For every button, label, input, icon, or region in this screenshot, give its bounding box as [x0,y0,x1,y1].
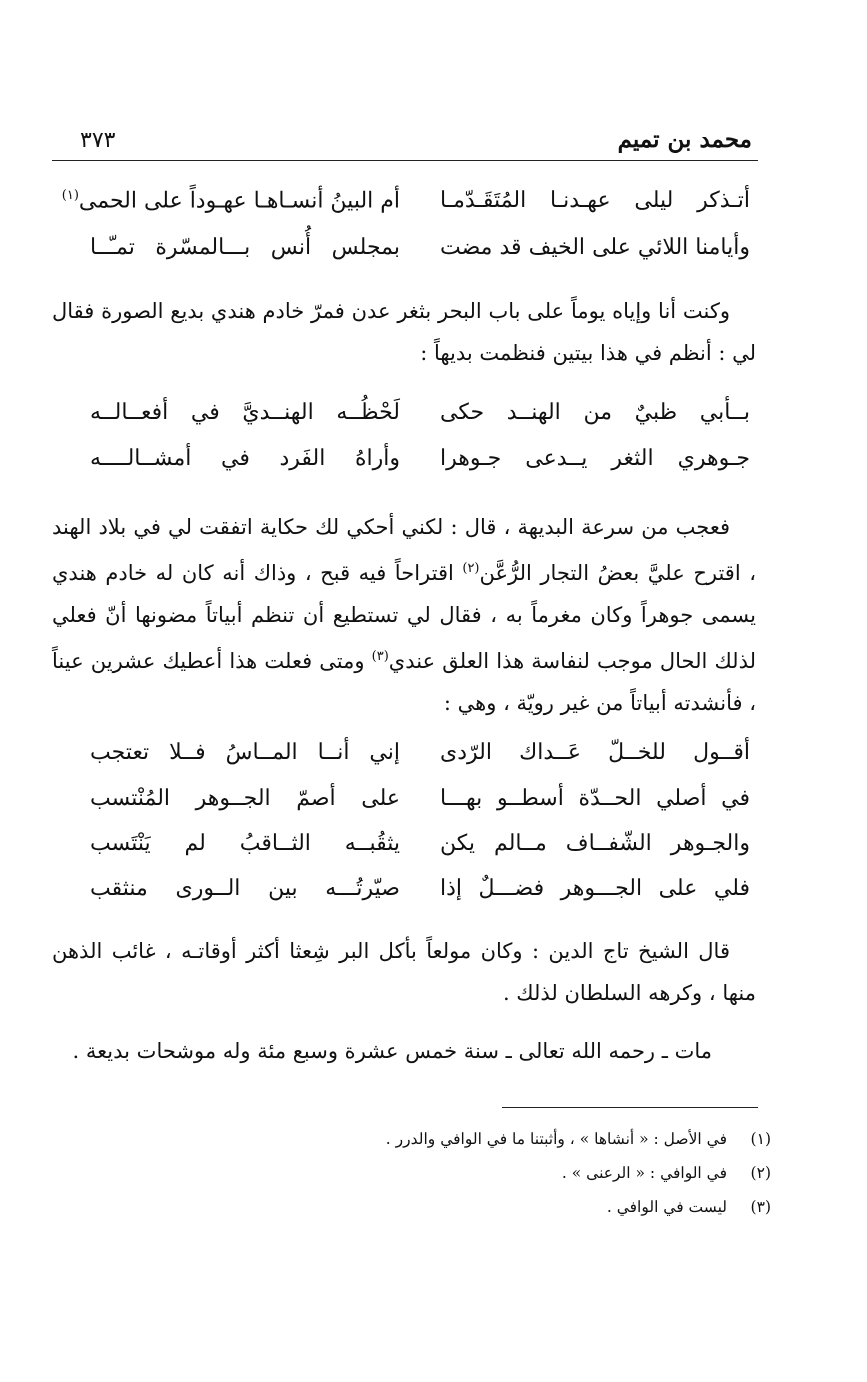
verse-first-hemistich: وأيامنا اللائي على الخيف قد مضت [440,235,750,260]
footnote-number: (٢) [750,1164,771,1182]
verse-line [90,876,750,916]
footnote-text: ليست في الوافي . [606,1198,727,1216]
verse-second-hemistich: إني أنــا المــاسُ فــلا تعتجب [90,740,400,765]
verse-second-hemistich: يثقُبــه الثــاقبُ لم يَنْتَسب [90,831,400,856]
verse-line [90,400,750,440]
verse-first-hemistich: بــأبي ظبيٌ من الهنــد حكى [440,400,750,425]
text-run: ومتى فعلت هذا أعطيك عشرين عيناً ، فأنشدته أبياتاً من غير رويّة ، وهي : [52,649,756,715]
verse-second-hemistich: لَحْظُــه الهنــديَّ في أفعــالــه [90,400,400,425]
paragraph-text: مات ـ رحمه الله تعالى ـ سنة خمس عشرة وسبع مئة وله موشحات بديعة . [72,1039,712,1063]
paragraph [52,290,756,374]
page-header [52,126,758,161]
verse-second-hemistich: بمجلس أُنس بـــالمسّرة تمـّــا [90,235,400,260]
verse-first-hemistich: أتـذكر ليلى عهـدنـا المُتَقَـدّمـا [440,188,750,213]
footnote-number: (١) [750,1130,771,1148]
verse-first-hemistich: جـوهري الثغر يــدعى جـوهرا [440,446,750,471]
footnote-number: (٣) [750,1198,771,1216]
paragraph-text [52,506,756,724]
footnote [171,1190,771,1224]
verse-line [90,786,750,826]
verse-first-hemistich: في أصلي الحــدّة أسطــو بهـــا [440,786,750,811]
paragraph [52,1030,756,1072]
verse-line [61,188,750,228]
verse-second-hemistich: صيّرتُـــه بين الــورى منثقب [90,876,400,901]
footnote-marker: (٣) [371,649,389,664]
footnote [171,1122,771,1156]
text-run: فعجب من سرعة البديهة ، قال : لكني أحكي لك حكاية اتفقت لي في بلاد الهند ، اقترح عليَّ بعضُ التجار الرُّعَّن [52,515,756,585]
verse-line [90,235,750,275]
verse-line [90,740,750,780]
paragraph [52,506,756,724]
footnote-divider [502,1107,758,1108]
footnote [171,1156,771,1190]
text-run: اقتراحاً فيه قبح ، وذاك أنه كان له خادم هندي يسمى جوهراً وكان مغرماً به ، فقال لي تستطيع أن تنظم أبياتاً مضونها أنّ فعلي لذلك الحال موجب لنفاسة هذا العلق عندي [52,561,756,673]
verse-text: أم البينُ أنسـاهـا عهـوداً على الحمى [78,188,400,214]
verse-second-hemistich [61,188,400,214]
paragraph [52,930,756,1014]
verse-second-hemistich: على أصمّ الجــوهر المُنْتسب [90,786,400,811]
page-number: ٣٧٣ [80,128,116,153]
verse-first-hemistich: فلي على الجـــوهر فضـــلٌ إذا [440,876,750,901]
running-title: محمد بن تميم [617,126,752,153]
footnote-text: في الوافي : « الرعنى » . [561,1164,727,1182]
footnotes [171,1122,771,1224]
paragraph-text: وكنت أنا وإياه يوماً على باب البحر بثغر عدن فمرّ خادم هندي بديع الصورة فقال لي : أنظم في هذا بيتين فنظمت بديهاً : [52,299,756,365]
footnote-text: في الأصل : « أنشاها » ، وأثبتنا ما في الوافي والدرر . [385,1130,727,1148]
paragraph-text: قال الشيخ تاج الدين : وكان مولعاً بأكل البر شِعثا أكثر أوقاتـه ، غائب الذهن منها ، وكرهه السلطان لذلك . [52,939,756,1005]
verse-line [90,446,750,486]
footnote-marker: (٢) [462,561,480,576]
verse-line [90,831,750,871]
footnote-marker: (١) [61,188,79,203]
verse-second-hemistich: وأراهُ الفَرد في أمشــالــــه [90,446,400,471]
verse-first-hemistich: أقــول للخــلّ عَــداك الرّدى [440,740,750,765]
verse-first-hemistich: والجـوهر الشّفــاف مــالم يكن [440,831,750,856]
